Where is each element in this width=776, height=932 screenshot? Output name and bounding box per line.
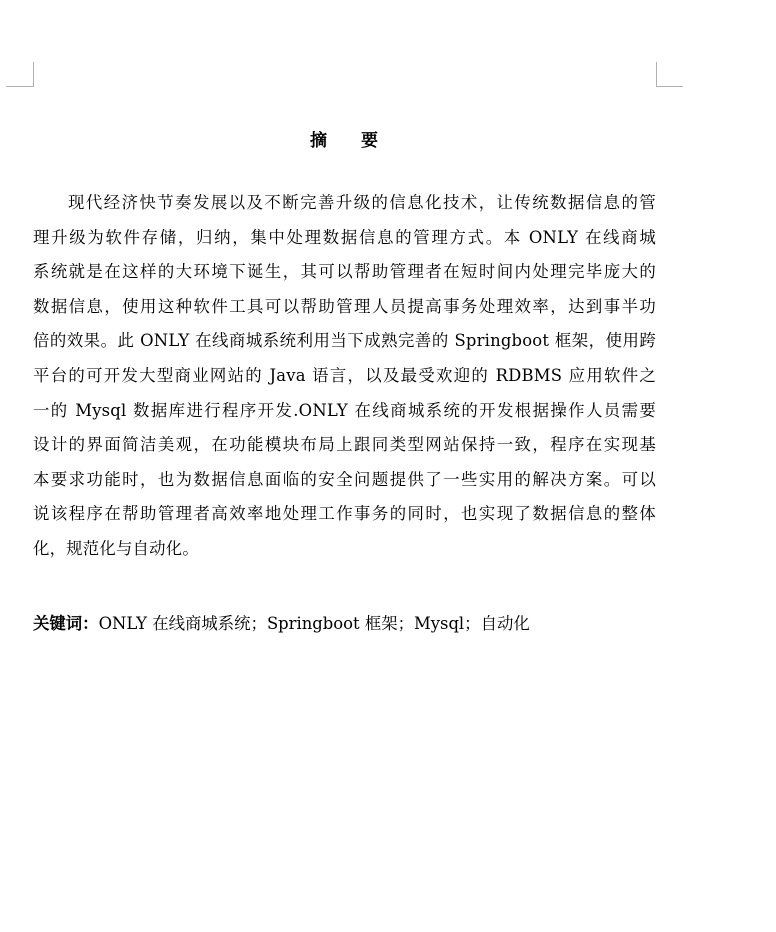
abstract-line: 数据信息，使用这种软件工具可以帮助管理人员提高事务处理效率，达到事半功 [33,296,656,316]
abstract-title: 摘 要 [310,131,392,151]
abstract-body [33,186,656,567]
abstract-line: 化，规范化与自动化。 [33,538,199,558]
keywords-label: 关键词： [33,614,99,633]
abstract-line: 倍的效果。此 ONLY 在线商城系统利用当下成熟完善的 Springboot 框架，使用跨 [33,331,656,351]
margin-corner-mark-right [656,62,683,87]
keywords [33,607,530,641]
keywords-text: ONLY 在线商城系统；Springboot 框架；Mysql；自动化 [98,614,530,633]
abstract-line: 平台的可开发大型商业网站的 Java 语言，以及最受欢迎的 RDBMS 应用软件之 [33,365,656,385]
abstract-line: 理升级为软件存储，归纳，集中处理数据信息的管理方式。本 ONLY 在线商城 [33,227,656,247]
abstract-line: 设计的界面简洁美观，在功能模块布局上跟同类型网站保持一致，程序在实现基 [33,435,656,455]
abstract-line: 一的 Mysql 数据库进行程序开发.ONLY 在线商城系统的开发根据操作人员需要 [33,400,656,420]
abstract-line: 说该程序在帮助管理者高效率地处理工作事务的同时，也实现了数据信息的整体 [33,504,656,524]
abstract-line: 系统就是在这样的大环境下诞生，其可以帮助管理者在短时间内处理完毕庞大的 [33,262,656,282]
abstract-line: 本要求功能时，也为数据信息面临的安全问题提供了一些实用的解决方案。可以 [33,469,656,489]
margin-corner-mark-left [6,62,34,87]
abstract-line: 现代经济快节奏发展以及不断完善升级的信息化技术，让传统数据信息的管 [68,193,656,212]
